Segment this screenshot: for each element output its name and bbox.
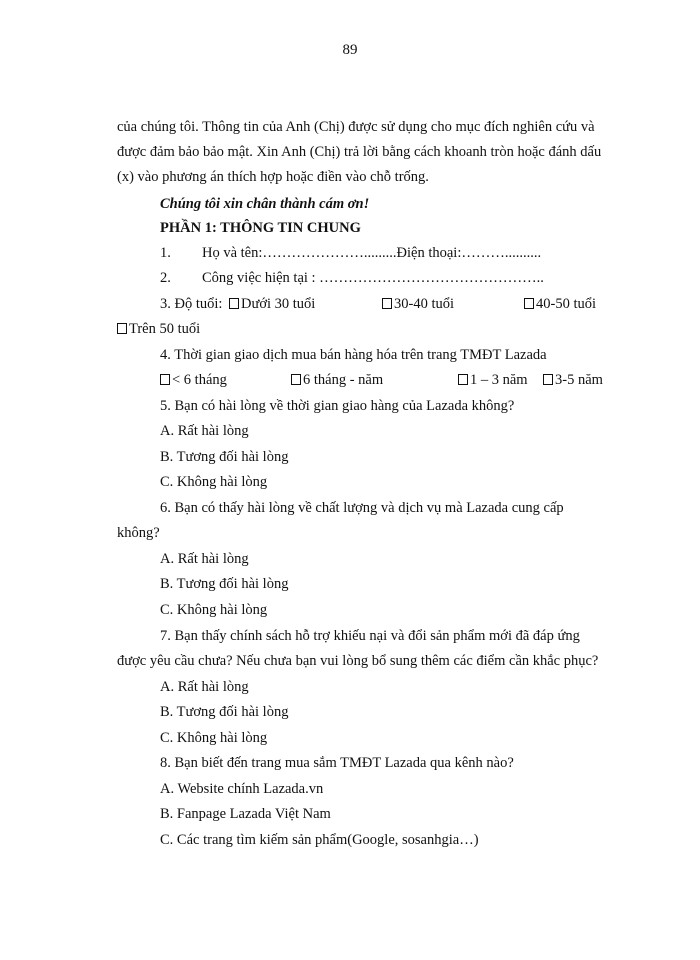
q5-option-a[interactable]: A. Rất hài lòng <box>160 423 249 439</box>
field-occupation-number: 2. <box>160 270 171 286</box>
intro-line-1: của chúng tôi. Thông tin của Anh (Chị) được sử dụng cho mục đích nghiên cứu và <box>117 119 595 135</box>
q6-question-line-2: không? <box>117 525 160 541</box>
q6-question-line-1: 6. Bạn có thấy hài lòng về chất lượng và dịch vụ mà Lazada cung cấp <box>160 500 564 516</box>
field-occupation: Công việc hiện tại : ……………………………………….. <box>202 270 544 286</box>
checkbox-icon[interactable] <box>117 323 127 334</box>
field-name-number: 1. <box>160 245 171 261</box>
q7-option-b[interactable]: B. Tương đối hài lòng <box>160 704 289 720</box>
checkbox-icon[interactable] <box>524 298 534 309</box>
thanks-line: Chúng tôi xin chân thành cám ơn! <box>160 196 370 212</box>
checkbox-icon[interactable] <box>458 374 468 385</box>
q8-option-c[interactable]: C. Các trang tìm kiếm sản phẩm(Google, sosanhgia…) <box>160 832 479 848</box>
q3-option-1[interactable]: Dưới 30 tuổi <box>229 294 315 314</box>
q4-option-1[interactable]: < 6 tháng <box>160 370 227 390</box>
q5-option-b[interactable]: B. Tương đối hài lòng <box>160 449 289 465</box>
q3-option-2[interactable]: 30-40 tuổi <box>382 294 454 314</box>
checkbox-icon[interactable] <box>543 374 553 385</box>
checkbox-icon[interactable] <box>382 298 392 309</box>
checkbox-icon[interactable] <box>160 374 170 385</box>
q3-label: 3. Độ tuổi: <box>160 296 223 312</box>
q6-option-a[interactable]: A. Rất hài lòng <box>160 551 249 567</box>
checkbox-icon[interactable] <box>229 298 239 309</box>
q7-option-a[interactable]: A. Rất hài lòng <box>160 679 249 695</box>
q3-option-3[interactable]: 40-50 tuổi <box>524 294 596 314</box>
q7-question-line-2: được yêu cầu chưa? Nếu chưa bạn vui lòng bổ sung thêm các điểm cần khắc phục? <box>117 653 599 669</box>
q4-option-3[interactable]: 1 – 3 năm <box>458 370 528 390</box>
page-number: 89 <box>342 42 358 58</box>
q6-option-b[interactable]: B. Tương đối hài lòng <box>160 576 289 592</box>
q8-option-a[interactable]: A. Website chính Lazada.vn <box>160 781 324 797</box>
q4-question: 4. Thời gian giao dịch mua bán hàng hóa trên trang TMĐT Lazada <box>160 347 547 363</box>
field-name-phone: Họ và tên:………………….........Điện thoại:……….......... <box>202 245 542 261</box>
q4-option-2[interactable]: 6 tháng - năm <box>291 370 383 390</box>
q3-option-4[interactable]: Trên 50 tuổi <box>117 319 200 339</box>
checkbox-icon[interactable] <box>291 374 301 385</box>
q4-option-4[interactable]: 3-5 năm <box>543 370 603 390</box>
q5-option-c[interactable]: C. Không hài lòng <box>160 474 268 490</box>
q8-option-b[interactable]: B. Fanpage Lazada Việt Nam <box>160 806 331 822</box>
q8-question: 8. Bạn biết đến trang mua sắm TMĐT Lazada qua kênh nào? <box>160 755 514 771</box>
intro-line-2: được đảm bảo bảo mật. Xin Anh (Chị) trả lời bằng cách khoanh tròn hoặc đánh dấu <box>117 144 602 160</box>
q7-question-line-1: 7. Bạn thấy chính sách hỗ trợ khiếu nại và đổi sản phẩm mới đã đáp ứng <box>160 628 580 644</box>
intro-line-3: (x) vào phương án thích hợp hoặc điền vào chỗ trống. <box>117 169 429 185</box>
q7-option-c[interactable]: C. Không hài lòng <box>160 730 268 746</box>
section-title: PHẦN 1: THÔNG TIN CHUNG <box>160 220 361 236</box>
q5-question: 5. Bạn có hài lòng về thời gian giao hàng của Lazada không? <box>160 398 515 414</box>
q6-option-c[interactable]: C. Không hài lòng <box>160 602 268 618</box>
